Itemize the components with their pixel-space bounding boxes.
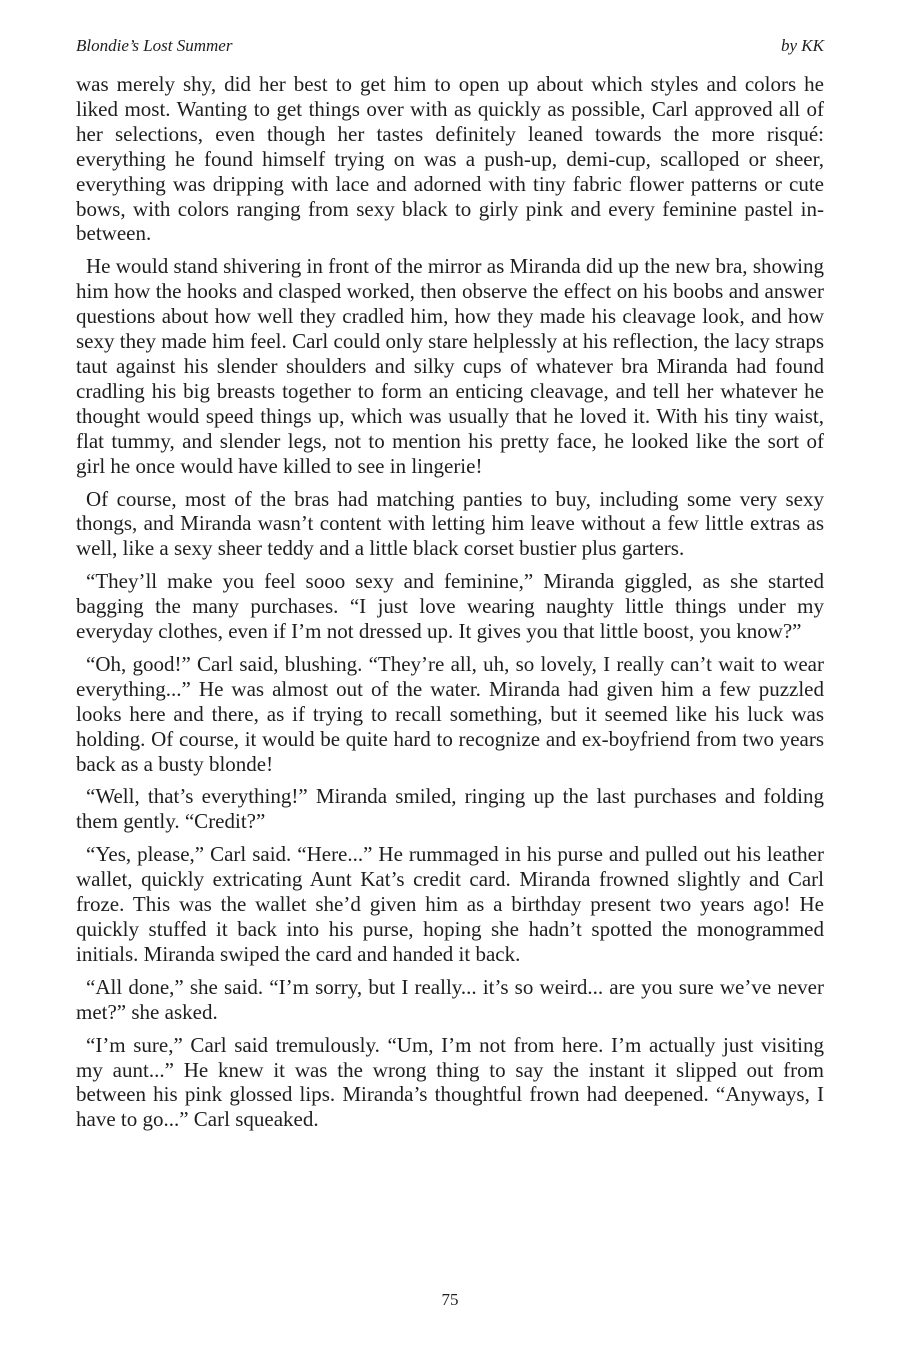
paragraph: He would stand shivering in front of the mirror as Miranda did up the new bra, showing him how the hooks and clasped worked, then observe the effect on his boobs and answer questions about how well they cradled him, how they made his cleavage look, and how sexy they made him feel. Carl could only stare helplessly at his reflection, the lacy straps taut against his slender shoulders and silky cups of whatever bra Miranda had found cradling his big breasts together to form an enticing cleavage, and tell her whatever he thought would speed things up, which was usually that he loved it. With his tiny waist, flat tummy, and slender legs, not to mention his pretty face, he looked like the sort of girl he once would have killed to see in lingerie! xyxy=(76,254,824,478)
paragraph: “All done,” she said. “I’m sorry, but I really... it’s so weird... are you sure we’ve never met?” she asked. xyxy=(76,974,824,1024)
author-credit: by KK xyxy=(781,36,824,55)
paragraph: “They’ll make you feel sooo sexy and feminine,” Miranda giggled, as she started bagging the many purchases. “I just love wearing naughty little things under my everyday clothes, even if I’m not dressed up. It gives you that little boost, you know?” xyxy=(76,569,824,644)
running-header xyxy=(76,36,824,58)
paragraph: “Yes, please,” Carl said. “Here...” He rummaged in his purse and pulled out his leather wallet, quickly extricating Aunt Kat’s credit card. Miranda frowned slightly and Carl froze. This was the wallet she’d given him as a birthday present two years ago! He quickly stuffed it back into his purse, hoping she hadn’t spotted the monogrammed initials. Miranda swiped the card and handed it back. xyxy=(76,842,824,966)
paragraph: “Well, that’s everything!” Miranda smiled, ringing up the last purchases and folding them gently. “Credit?” xyxy=(76,784,824,834)
body-text xyxy=(76,72,824,1140)
page-number: 75 xyxy=(441,1290,459,1309)
paragraph: “Oh, good!” Carl said, blushing. “They’re all, uh, so lovely, I really can’t wait to wear everything...” He was almost out of the water. Miranda had given him a few puzzled looks here and there, as if trying to recall something, but it seemed like his luck was holding. Of course, it would be quite hard to recognize and ex-boyfriend from two years back as a busty blonde! xyxy=(76,651,824,776)
paragraph: Of course, most of the bras had matching panties to buy, including some very sexy thongs, and Miranda wasn’t content with letting him leave without a few little extras as well, like a sexy sheer teddy and a little black corset bustier plus garters. xyxy=(76,486,824,561)
book-title: Blondie’s Lost Summer xyxy=(76,36,233,55)
paragraph: “I’m sure,” Carl said tremulously. “Um, I’m not from here. I’m actually just visiting my aunt...” He knew it was the wrong thing to say the instant it slipped out from between his pink glossed lips. Miranda’s thoughtful frown had deepened. “Anyways, I have to go...” Carl squeaked. xyxy=(76,1032,824,1132)
paragraph-continued: was merely shy, did her best to get him to open up about which styles and colors he liked most. Wanting to get things over with as quickly as possible, Carl approved all of her selections, even though her tastes definitely leaned towards the more risqué: everything he found himself trying on was a push-up, demi-cup, scalloped or sheer, everything was dripping with lace and adorned with tiny fabric flower patterns or cute bows, with colors ranging from sexy black to girly pink and every feminine pastel in-between. xyxy=(76,72,824,246)
